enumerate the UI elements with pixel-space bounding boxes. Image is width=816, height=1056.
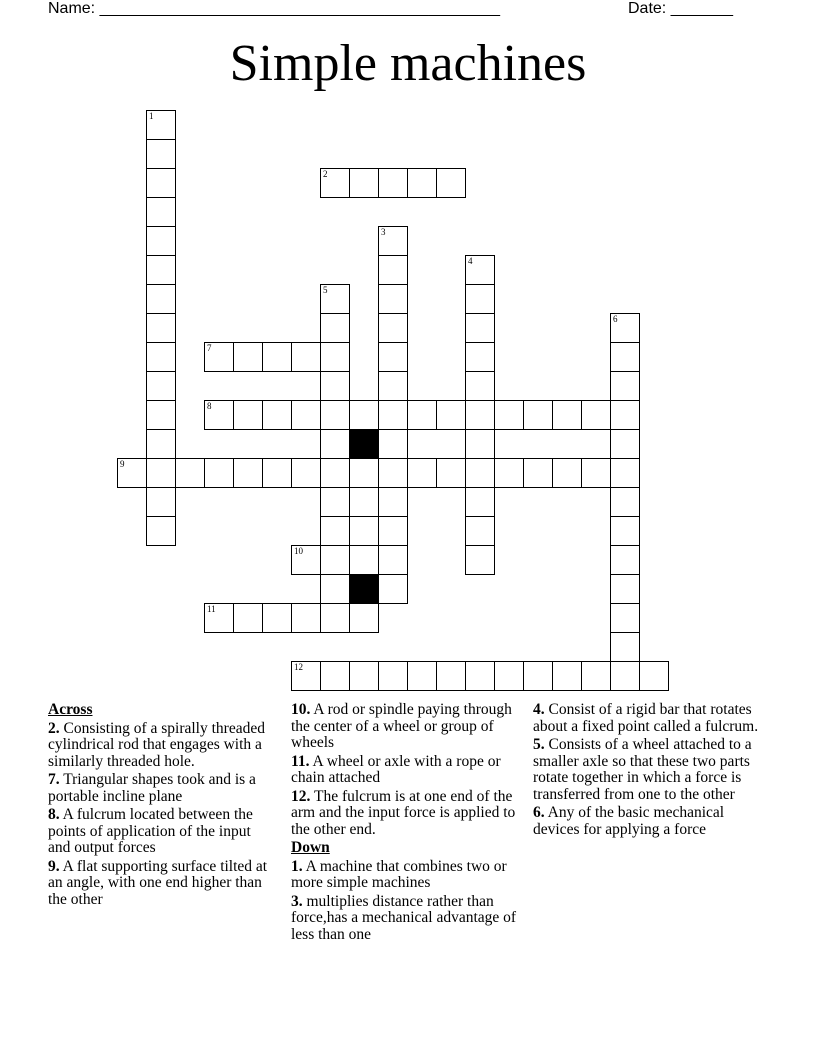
clue-number-label: 8 [207, 401, 212, 411]
clue-text: Consist of a rigid bar that rotates about a fixed point called a fulcrum. [533, 701, 759, 735]
grid-cell[interactable] [233, 400, 263, 430]
clue-number: 12. [291, 787, 311, 805]
grid-cell[interactable] [320, 284, 350, 314]
clue-text: A machine that combines two or more simple machines [291, 857, 507, 891]
grid-cell[interactable] [465, 255, 495, 285]
grid-cell[interactable] [349, 168, 379, 198]
grid-cell[interactable] [523, 458, 553, 488]
clues-column-1 [48, 702, 276, 910]
blocked-cell [349, 574, 379, 604]
blocked-cell [349, 429, 379, 459]
clue-number: 10. [291, 701, 311, 718]
clue-text: A rod or spindle paying through the center of a wheel or group of wheels [291, 701, 512, 751]
grid-cell[interactable] [320, 487, 350, 517]
grid-cell[interactable] [378, 226, 408, 256]
grid-cell[interactable] [465, 342, 495, 372]
clues-column-3 [533, 702, 761, 840]
clue-text: Consists of a wheel attached to a smaller axle so that these two parts rotate together in which a force is transferred from one to the other [533, 736, 752, 803]
grid-cell[interactable] [581, 458, 611, 488]
clue-across-8 [48, 807, 276, 857]
clue-number-label: 3 [381, 227, 386, 237]
grid-cell[interactable] [146, 168, 176, 198]
grid-cell[interactable] [233, 342, 263, 372]
grid-cell[interactable] [146, 139, 176, 169]
clue-number-label: 12 [294, 662, 303, 672]
grid-cell[interactable] [175, 458, 205, 488]
grid-cell[interactable] [146, 255, 176, 285]
clue-number: 3. [291, 892, 303, 910]
name-field[interactable]: Name: _____________________________________________ [48, 0, 500, 17]
grid-cell[interactable] [407, 458, 437, 488]
clue-number: 4. [533, 701, 545, 718]
grid-cell[interactable] [320, 458, 350, 488]
grid-cell[interactable] [204, 400, 234, 430]
grid-cell[interactable] [523, 661, 553, 691]
clues-column-2 [291, 702, 519, 945]
grid-cell[interactable] [320, 545, 350, 575]
grid-cell[interactable] [378, 313, 408, 343]
grid-cell[interactable] [378, 255, 408, 285]
grid-cell[interactable] [117, 458, 147, 488]
grid-cell[interactable] [349, 603, 379, 633]
grid-cell[interactable] [378, 458, 408, 488]
clue-number: 2. [48, 719, 60, 737]
grid-cell[interactable] [146, 487, 176, 517]
clue-number: 7. [48, 771, 60, 788]
grid-cell[interactable] [320, 516, 350, 546]
grid-cell[interactable] [291, 603, 321, 633]
clue-down-5 [533, 737, 761, 803]
grid-cell[interactable] [233, 603, 263, 633]
grid-cell[interactable] [291, 400, 321, 430]
grid-cell[interactable] [610, 342, 640, 372]
grid-cell[interactable] [320, 661, 350, 691]
grid-cell[interactable] [349, 487, 379, 517]
grid-cell[interactable] [378, 168, 408, 198]
clue-number-label: 1 [149, 111, 154, 121]
clue-text: Triangular shapes took and is a portable incline plane [48, 771, 256, 805]
clue-across-10 [291, 702, 519, 752]
grid-cell[interactable] [262, 400, 292, 430]
clue-text: A wheel or axle with a rope or chain attached [291, 752, 501, 786]
clue-number: 5. [533, 736, 545, 753]
grid-cell[interactable] [320, 574, 350, 604]
grid-cell[interactable] [146, 400, 176, 430]
grid-cell[interactable] [465, 284, 495, 314]
grid-cell[interactable] [523, 400, 553, 430]
grid-cell[interactable] [552, 400, 582, 430]
grid-cell[interactable] [378, 574, 408, 604]
grid-cell[interactable] [610, 313, 640, 343]
grid-cell[interactable] [378, 400, 408, 430]
grid-cell[interactable] [639, 661, 669, 691]
grid-cell[interactable] [436, 458, 466, 488]
grid-cell[interactable] [146, 516, 176, 546]
grid-cell[interactable] [262, 342, 292, 372]
page-title: Simple machines [229, 35, 587, 92]
grid-cell[interactable] [610, 603, 640, 633]
grid-cell[interactable] [378, 342, 408, 372]
clue-text: A flat supporting surface tilted at an angle, with one end higher than the other [48, 857, 268, 908]
grid-cell[interactable] [465, 429, 495, 459]
clue-text: A fulcrum located between the points of application of the input and output forces [48, 806, 253, 856]
across-heading: Across [48, 701, 93, 718]
grid-cell[interactable] [378, 371, 408, 401]
grid-cell[interactable] [146, 342, 176, 372]
clue-across-12 [291, 789, 519, 839]
grid-cell[interactable] [407, 400, 437, 430]
clue-across-11 [291, 754, 519, 787]
grid-cell[interactable] [320, 342, 350, 372]
grid-cell[interactable] [146, 458, 176, 488]
clue-down-6 [533, 805, 761, 838]
grid-cell[interactable] [436, 400, 466, 430]
grid-cell[interactable] [436, 168, 466, 198]
clue-text: The fulcrum is at one end of the arm and the input force is applied to the other end. [291, 787, 516, 838]
clue-text: multiplies distance rather than force,has a mechanical advantage of less than one [291, 892, 517, 943]
grid-cell[interactable] [407, 661, 437, 691]
grid-cell[interactable] [291, 545, 321, 575]
grid-cell[interactable] [378, 516, 408, 546]
grid-cell[interactable] [146, 110, 176, 140]
grid-cell[interactable] [436, 661, 466, 691]
grid-cell[interactable] [494, 400, 524, 430]
grid-cell[interactable] [349, 545, 379, 575]
clue-number-label: 9 [120, 459, 125, 469]
clue-number: 9. [48, 857, 60, 875]
clue-number-label: 7 [207, 343, 212, 353]
grid-cell[interactable] [610, 661, 640, 691]
grid-cell[interactable] [610, 516, 640, 546]
grid-cell[interactable] [494, 458, 524, 488]
clue-down-3 [291, 894, 519, 944]
grid-cell[interactable] [610, 632, 640, 662]
grid-cell[interactable] [204, 603, 234, 633]
grid-cell[interactable] [581, 661, 611, 691]
grid-cell[interactable] [291, 458, 321, 488]
grid-cell[interactable] [465, 458, 495, 488]
down-heading: Down [291, 839, 330, 856]
clue-number-label: 5 [323, 285, 328, 295]
grid-cell[interactable] [204, 458, 234, 488]
clue-down-4 [533, 702, 761, 735]
grid-cell[interactable] [320, 371, 350, 401]
grid-cell[interactable] [146, 284, 176, 314]
grid-cell[interactable] [233, 458, 263, 488]
grid-cell[interactable] [291, 342, 321, 372]
grid-cell[interactable] [320, 400, 350, 430]
grid-cell[interactable] [378, 545, 408, 575]
grid-cell[interactable] [349, 400, 379, 430]
grid-cell[interactable] [349, 458, 379, 488]
clue-down-1 [291, 859, 519, 892]
grid-cell[interactable] [610, 574, 640, 604]
grid-cell[interactable] [465, 516, 495, 546]
clue-number: 1. [291, 857, 303, 875]
clue-number-label: 6 [613, 314, 618, 324]
grid-cell[interactable] [320, 603, 350, 633]
grid-cell[interactable] [465, 371, 495, 401]
clue-number-label: 10 [294, 546, 303, 556]
grid-cell[interactable] [320, 429, 350, 459]
grid-cell[interactable] [610, 371, 640, 401]
grid-cell[interactable] [407, 168, 437, 198]
grid-cell[interactable] [465, 545, 495, 575]
grid-cell[interactable] [610, 429, 640, 459]
clue-number-label: 4 [468, 256, 473, 266]
clue-number: 6. [533, 804, 545, 821]
grid-cell[interactable] [465, 661, 495, 691]
grid-cell[interactable] [465, 487, 495, 517]
grid-cell[interactable] [204, 342, 234, 372]
grid-cell[interactable] [349, 661, 379, 691]
grid-cell[interactable] [378, 429, 408, 459]
grid-cell[interactable] [146, 226, 176, 256]
clue-number: 8. [48, 806, 60, 823]
grid-cell[interactable] [146, 313, 176, 343]
grid-cell[interactable] [378, 661, 408, 691]
grid-cell[interactable] [610, 400, 640, 430]
grid-cell[interactable] [146, 197, 176, 227]
grid-cell[interactable] [610, 458, 640, 488]
grid-cell[interactable] [349, 516, 379, 546]
clue-across-7 [48, 772, 276, 805]
grid-cell[interactable] [494, 661, 524, 691]
date-field[interactable]: Date: _______ [628, 0, 733, 17]
grid-cell[interactable] [465, 313, 495, 343]
grid-cell[interactable] [262, 603, 292, 633]
clue-number: 11. [291, 752, 310, 770]
clue-number-label: 2 [323, 169, 328, 179]
grid-cell[interactable] [320, 168, 350, 198]
grid-cell[interactable] [465, 400, 495, 430]
grid-cell[interactable] [610, 487, 640, 517]
clue-across-2 [48, 721, 276, 771]
grid-cell[interactable] [610, 545, 640, 575]
grid-cell[interactable] [146, 371, 176, 401]
grid-cell[interactable] [262, 458, 292, 488]
grid-cell[interactable] [552, 458, 582, 488]
grid-cell[interactable] [320, 313, 350, 343]
clue-across-9 [48, 859, 276, 909]
grid-cell[interactable] [378, 284, 408, 314]
clue-text: Consisting of a spirally threaded cylindrical rod that engages with a similarly threaded hole. [48, 719, 265, 770]
clue-text: Any of the basic mechanical devices for applying a force [533, 804, 725, 838]
grid-cell[interactable] [552, 661, 582, 691]
grid-cell[interactable] [581, 400, 611, 430]
grid-cell[interactable] [146, 429, 176, 459]
clue-number-label: 11 [207, 604, 216, 614]
grid-cell[interactable] [378, 487, 408, 517]
grid-cell[interactable] [291, 661, 321, 691]
